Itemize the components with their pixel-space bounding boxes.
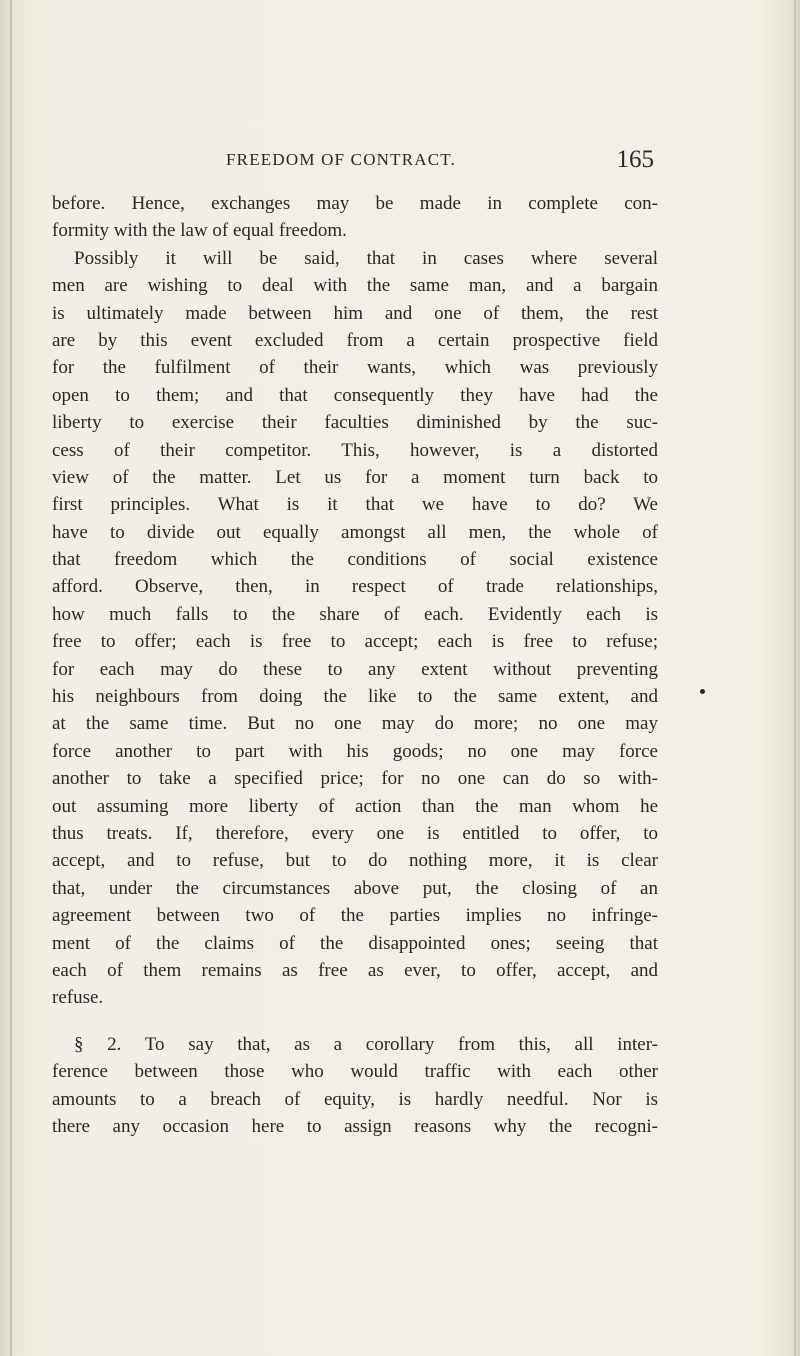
text-line: agreement between two of the parties implies no infringe- bbox=[52, 905, 658, 927]
text-line: liberty to exercise their faculties diminished by the suc- bbox=[52, 412, 658, 434]
text-line: afford. Observe, then, in respect of trade relationships, bbox=[52, 576, 658, 598]
text-line: view of the matter. Let us for a moment turn back to bbox=[52, 466, 658, 488]
text-line: first principles. What is it that we have to do? We bbox=[52, 494, 658, 516]
text-line: before. Hence, exchanges may be made in complete con- bbox=[52, 193, 658, 214]
text-line: refuse. bbox=[52, 987, 104, 1009]
page-number: 165 bbox=[616, 146, 654, 173]
section-gap bbox=[52, 1012, 658, 1031]
body-text bbox=[52, 190, 658, 1140]
text-line: formity with the law of equal freedom. bbox=[52, 220, 347, 242]
running-title: FREEDOM OF CONTRACT. bbox=[226, 150, 457, 169]
text-line: each of them remains as free as ever, to offer, accept, and bbox=[52, 959, 658, 981]
text-line: free to offer; each is free to accept; each is free to refuse; bbox=[52, 631, 658, 653]
text-line: for the fulfilment of their wants, which was previously bbox=[52, 357, 658, 379]
text-line: how much falls to the share of each. Evidently each is bbox=[52, 603, 658, 625]
text-line: Possibly it will be said, that in cases where several bbox=[74, 247, 658, 269]
text-line: have to divide out equally amongst all men, the whole of bbox=[52, 521, 658, 543]
text-line: amounts to a breach of equity, is hardly needful. Nor is bbox=[52, 1088, 658, 1110]
text-line: force another to part with his goods; no one may force bbox=[52, 740, 658, 762]
text-line: are by this event excluded from a certain prospective field bbox=[52, 329, 658, 351]
text-line: for each may do these to any extent without preventing bbox=[52, 658, 658, 680]
text-line: ment of the claims of the disappointed ones; seeing that bbox=[52, 932, 658, 954]
text-line: ference between those who would traffic with each other bbox=[52, 1061, 658, 1083]
text-line: accept, and to refuse, but to do nothing more, it is clear bbox=[52, 850, 658, 872]
page-gutter-shadow bbox=[10, 0, 12, 1356]
text-line: his neighbours from doing the like to the same extent, and bbox=[52, 686, 658, 708]
text-line: out assuming more liberty of action than the man whom he bbox=[52, 795, 658, 817]
text-line: thus treats. If, therefore, every one is entitled to offer, to bbox=[52, 822, 658, 844]
text-line: at the same time. But no one may do more; no one may bbox=[52, 713, 658, 735]
section-line: § 2. To say that, as a corollary from this, all inter- bbox=[74, 1033, 658, 1055]
text-line: there any occasion here to assign reasons why the recogni- bbox=[52, 1115, 658, 1137]
text-line: that, under the circumstances above put, the closing of an bbox=[52, 877, 658, 899]
margin-mark bbox=[700, 689, 705, 694]
page-edge bbox=[794, 0, 796, 1356]
text-line: open to them; and that consequently they have had the bbox=[52, 384, 658, 406]
text-line: men are wishing to deal with the same man, and a bargain bbox=[52, 275, 658, 297]
text-line: another to take a specified price; for no one can do so with- bbox=[52, 768, 658, 790]
text-line: cess of their competitor. This, however, is a distorted bbox=[52, 439, 658, 461]
running-head bbox=[226, 146, 654, 176]
text-line: is ultimately made between him and one of them, the rest bbox=[52, 302, 658, 324]
text-line: that freedom which the conditions of social existence bbox=[52, 549, 658, 571]
